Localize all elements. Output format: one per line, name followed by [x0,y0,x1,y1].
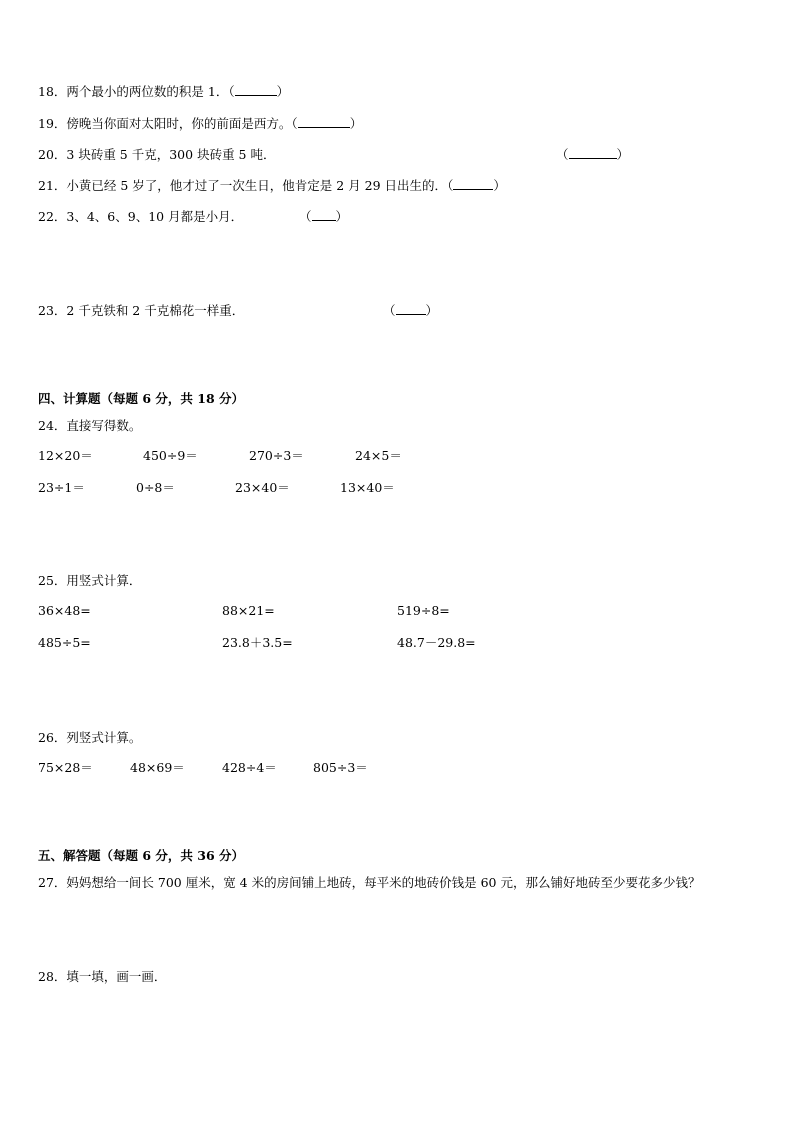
question-23-answer [383,303,438,319]
answer-paren: （ ） [299,209,349,224]
answer-blank[interactable] [396,303,426,315]
q25-expression: 88×21= [222,603,275,618]
question-21 [38,178,506,194]
question-19 [38,116,362,132]
answer-paren: （ ） [291,116,363,131]
q26-expression: 805÷3＝ [313,760,368,775]
question-22 [38,209,243,225]
answer-paren: （ ） [556,147,630,162]
section-4-heading: 四、计算题（每题 6 分，共 18 分） [38,391,245,406]
q25-expression: 485÷5= [38,635,91,650]
answer-blank[interactable] [312,209,336,221]
q25-expression: 48.7－29.8= [397,635,476,650]
answer-blank[interactable] [569,147,617,159]
q26-expression: 48×69＝ [130,760,185,775]
question-25-text: 25．用竖式计算． [38,573,142,588]
question-19-text: 19．傍晚当你面对太阳时，你的前面是西方。 [38,116,292,131]
q25-expression: 23.8＋3.5= [222,635,293,650]
q25-expression: 36×48= [38,603,91,618]
question-18-text: 18．两个最小的两位数的积是 1． [38,84,229,99]
answer-blank[interactable] [298,116,350,128]
q26-expression: 75×28＝ [38,760,93,775]
q25-expression: 519÷8= [397,603,450,618]
question-28-text: 28．填一填，画一画． [38,969,167,984]
q24-expression: 12×20＝ [38,448,93,463]
q24-expression: 23÷1＝ [38,480,85,495]
question-23-text: 23．2 千克铁和 2 千克棉花一样重． [38,303,245,318]
question-22-text: 22．3、4、6、9、10 月都是小月． [38,209,244,224]
q26-expression: 428÷4＝ [222,760,277,775]
question-23 [38,303,244,319]
answer-paren: （ ） [228,84,290,99]
q24-expression: 13×40＝ [340,480,395,495]
answer-blank[interactable] [235,84,277,96]
question-24-text: 24．直接写得数。 [38,418,142,433]
question-20-answer [556,147,629,163]
q24-expression: 24×5＝ [355,448,402,463]
question-18 [38,84,289,100]
question-20 [38,147,275,163]
answer-paren: （ ） [383,303,439,318]
q24-expression: 450÷9＝ [143,448,198,463]
q24-expression: 0÷8＝ [136,480,175,495]
section-5-heading: 五、解答题（每题 6 分，共 36 分） [38,848,245,863]
question-21-text: 21．小黄已经 5 岁了，他才过了一次生日，他肯定是 2 月 29 日出生的． [38,178,448,193]
question-27-text: 27．妈妈想给一间长 700 厘米，宽 4 米的房间铺上地砖，每平米的地砖价钱是 60 元，那么铺好地砖至少要花多少钱？ [38,875,701,890]
answer-blank[interactable] [453,178,493,190]
answer-paren: （ ） [447,178,506,193]
question-22-answer [299,209,348,225]
q24-expression: 23×40＝ [235,480,290,495]
question-20-text: 20．3 块砖重 5 千克，300 块砖重 5 吨． [38,147,276,162]
question-26-text: 26．列竖式计算。 [38,730,142,745]
q24-expression: 270÷3＝ [249,448,304,463]
